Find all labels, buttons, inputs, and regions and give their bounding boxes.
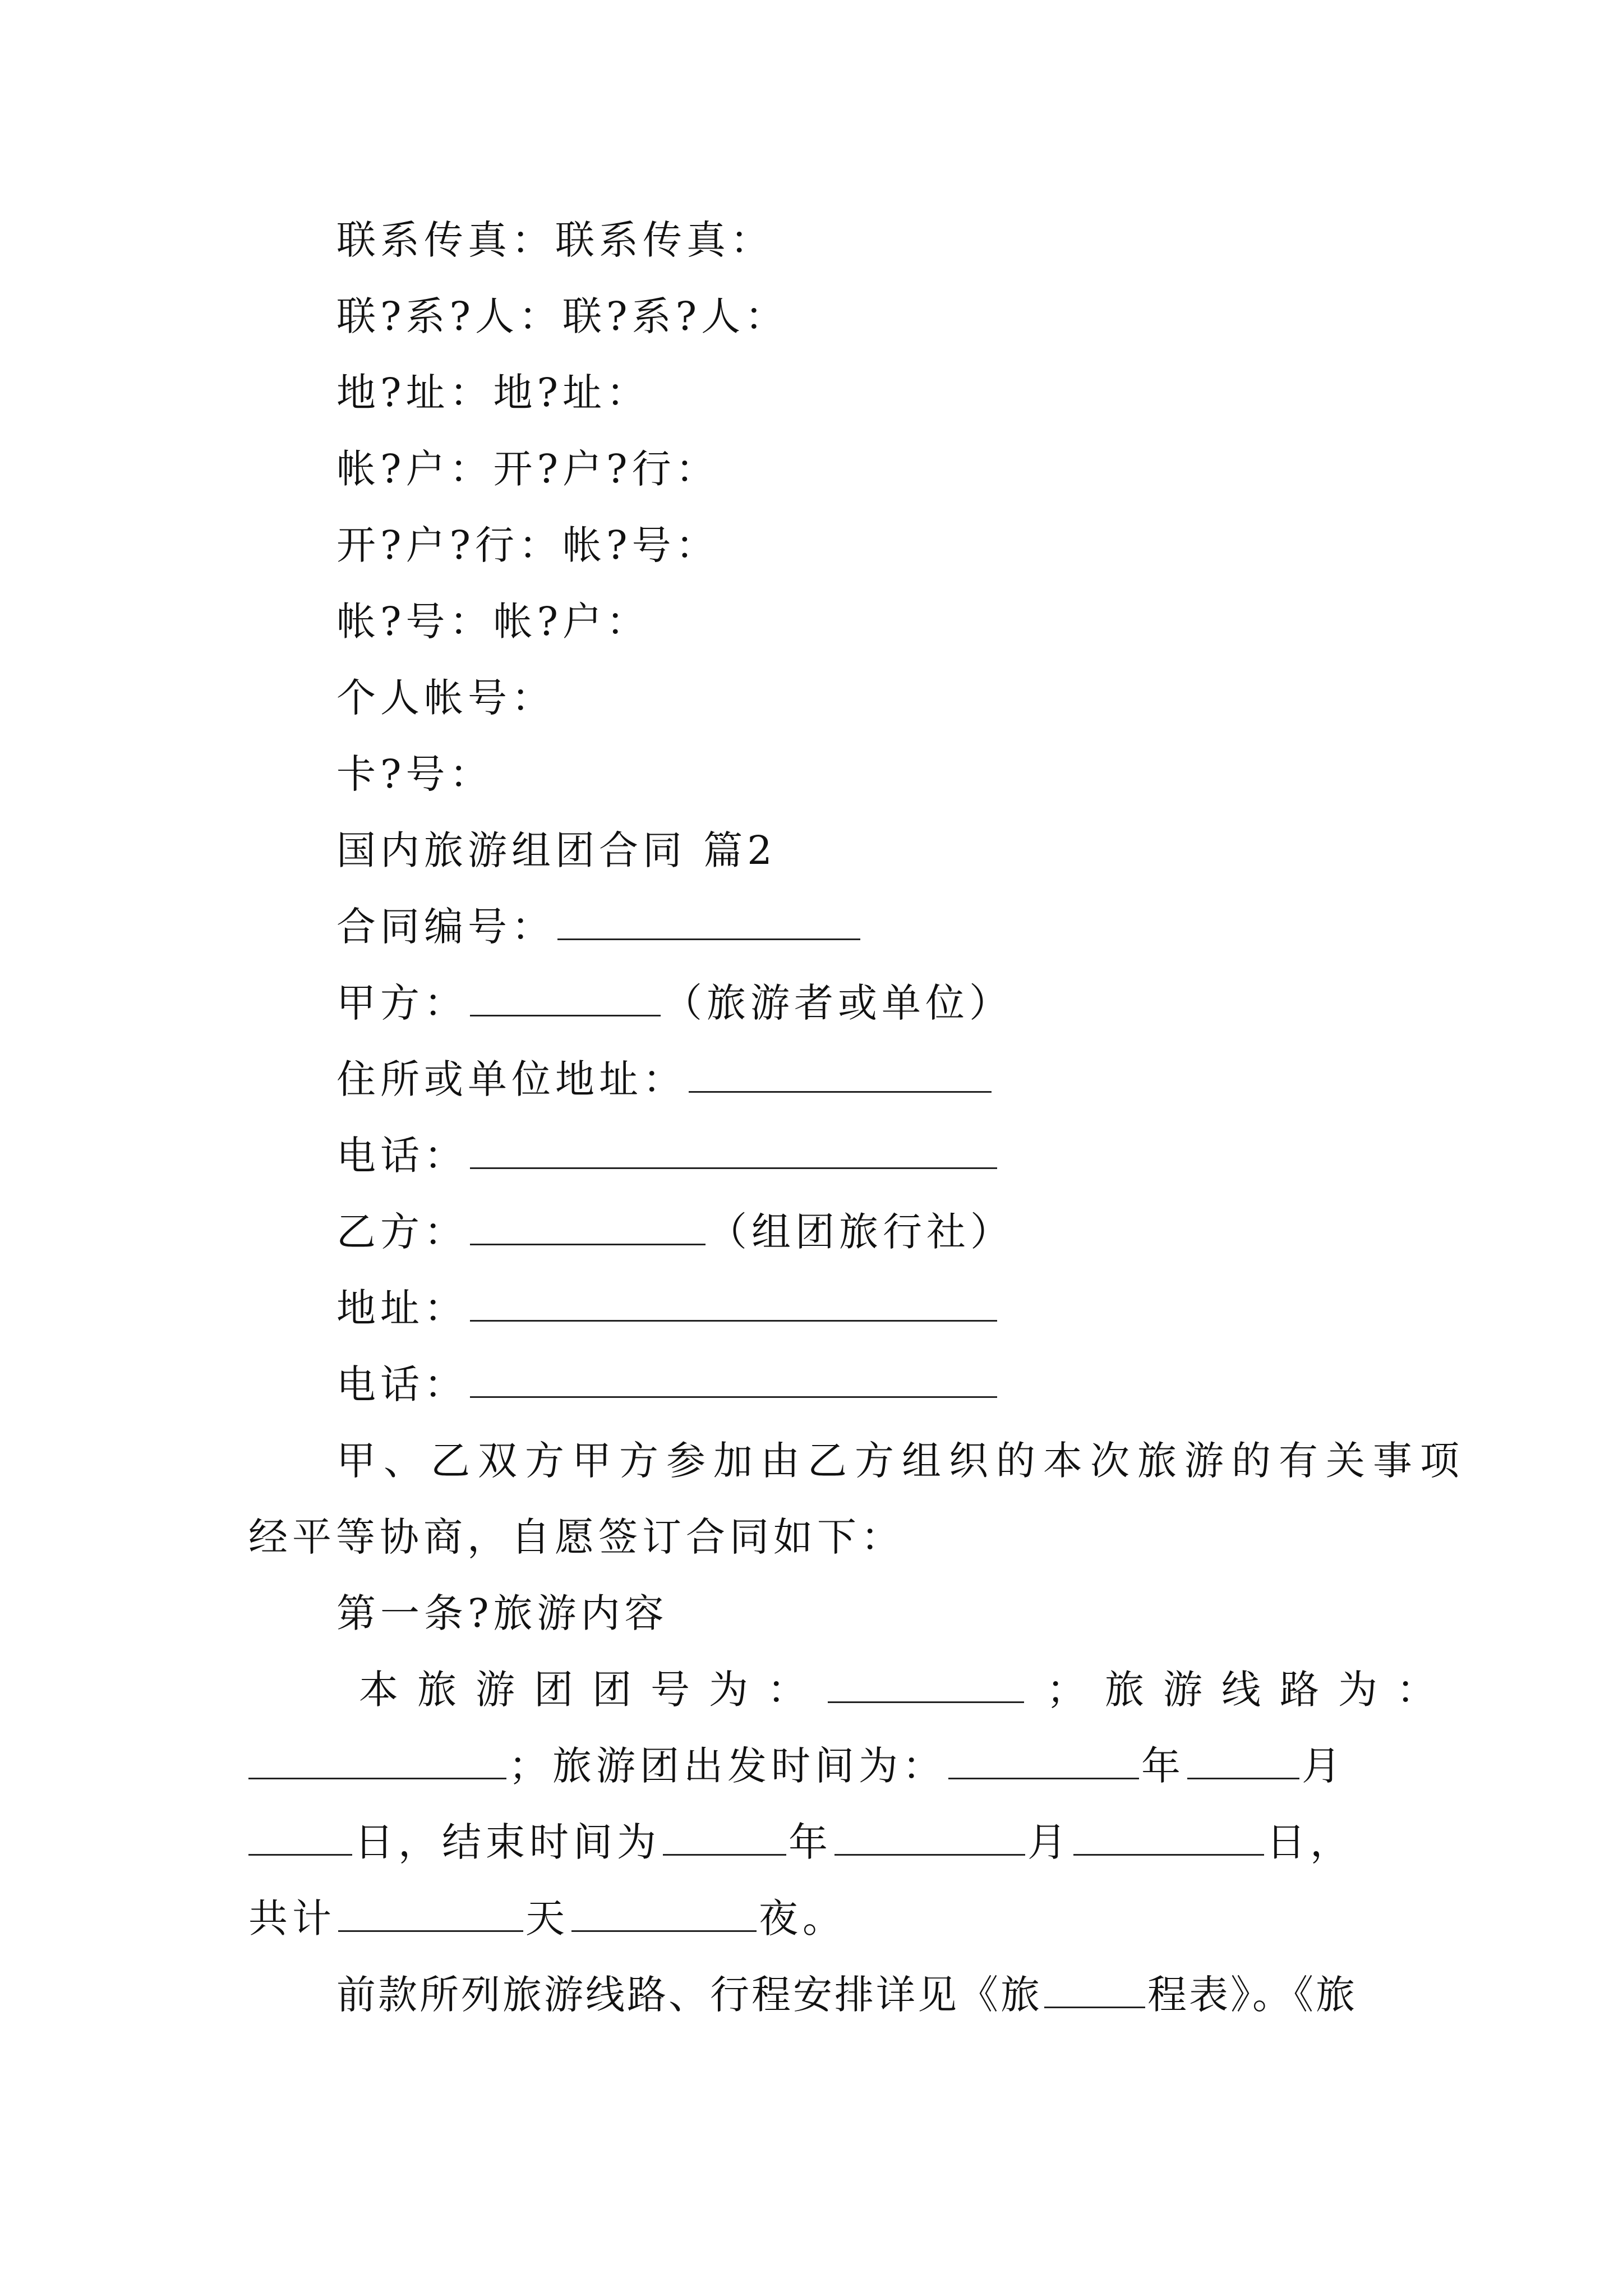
party-b-blank[interactable] (470, 1207, 706, 1245)
article-1-title: 第一条?旅游内容 (336, 1590, 668, 1636)
end-time-label: 日，结束时间为 (354, 1819, 661, 1865)
group-number-label: 本旅游团团号为： (359, 1667, 826, 1713)
number-pair-line: 帐?号：帐?户： (336, 599, 651, 645)
end-month-blank[interactable] (834, 1817, 1025, 1856)
itinerary-text-b: 程表》。《旅 (1147, 1972, 1357, 2018)
phone2-blank[interactable] (470, 1359, 997, 1398)
article-1-line-4 (248, 1890, 846, 1947)
party-b-line (336, 1204, 1014, 1260)
bank-pair-line: 开?户?行：帐?号： (336, 522, 720, 568)
residence-label: 住所或单位地址： (336, 1056, 686, 1102)
residence-line (336, 1051, 994, 1107)
departure-year: 年 (1141, 1743, 1185, 1789)
article-1-line-3 (248, 1814, 1354, 1870)
departure-day-blank[interactable] (248, 1817, 352, 1856)
party-a-line (336, 975, 1013, 1031)
party-b-note: （组团旅行社） (708, 1209, 1014, 1255)
route-blank[interactable] (248, 1741, 506, 1779)
days-blank[interactable] (338, 1893, 523, 1932)
article-1-line-1 (359, 1662, 1455, 1718)
intro-line-2: 经平等协商，自愿签订合同如下： (248, 1514, 905, 1560)
party-b-label: 乙方： (336, 1209, 468, 1255)
end-day: 日， (1266, 1819, 1354, 1865)
phone-blank[interactable] (470, 1130, 997, 1169)
end-year-blank[interactable] (663, 1817, 786, 1856)
party-a-note: （旅游者或单位） (663, 980, 1013, 1026)
departure-year-blank[interactable] (948, 1741, 1139, 1779)
article-1-line-2 (248, 1738, 1345, 1794)
end-month: 月 (1027, 1819, 1071, 1865)
contract-number-line (336, 899, 863, 955)
nights-label: 夜。 (759, 1895, 846, 1941)
nights-blank[interactable] (571, 1893, 757, 1932)
phone2-label: 电话： (336, 1361, 468, 1407)
section-title: 国内旅游组团合同 篇2 (336, 827, 777, 873)
address-line (336, 1280, 999, 1336)
phone2-line (336, 1356, 999, 1412)
article-1-line-5 (336, 1967, 1357, 2023)
departure-month: 月 (1302, 1743, 1345, 1789)
party-a-blank[interactable] (470, 978, 661, 1016)
address-pair-line: 地?址：地?址： (336, 370, 651, 416)
intro-line-1: 甲、乙双方甲方参加由乙方组织的本次旅游的有关事项 (336, 1438, 1467, 1484)
route-label: ；旅游线路为： (1046, 1667, 1455, 1713)
contract-number-blank[interactable] (557, 901, 860, 940)
account-pair-line: 帐?户：开?户?行： (336, 446, 720, 492)
days-label: 天 (525, 1895, 569, 1941)
address-label: 地址： (336, 1285, 468, 1331)
departure-label: ；旅游团出发时间为： (509, 1743, 946, 1789)
contact-person-line: 联?系?人：联?系?人： (336, 293, 789, 339)
itinerary-text-a: 前款所列旅游线路、行程安排详见《旅 (336, 1972, 1042, 2018)
end-year: 年 (789, 1819, 832, 1865)
contract-number-label: 合同编号： (336, 904, 555, 950)
group-number-blank[interactable] (828, 1664, 1024, 1703)
contact-fax-line: 联系传真：联系传真： (336, 217, 774, 263)
total-label: 共计 (248, 1895, 336, 1941)
itinerary-blank[interactable] (1044, 1970, 1145, 2008)
phone-line (336, 1128, 999, 1184)
phone-label: 电话： (336, 1133, 468, 1179)
personal-account-line: 个人帐号： (336, 675, 555, 721)
end-day-blank[interactable] (1073, 1817, 1264, 1856)
address-blank[interactable] (470, 1283, 997, 1322)
party-a-label: 甲方： (336, 980, 468, 1026)
card-number-line: 卡?号： (336, 751, 494, 797)
departure-month-blank[interactable] (1187, 1741, 1299, 1779)
residence-blank[interactable] (689, 1054, 992, 1093)
